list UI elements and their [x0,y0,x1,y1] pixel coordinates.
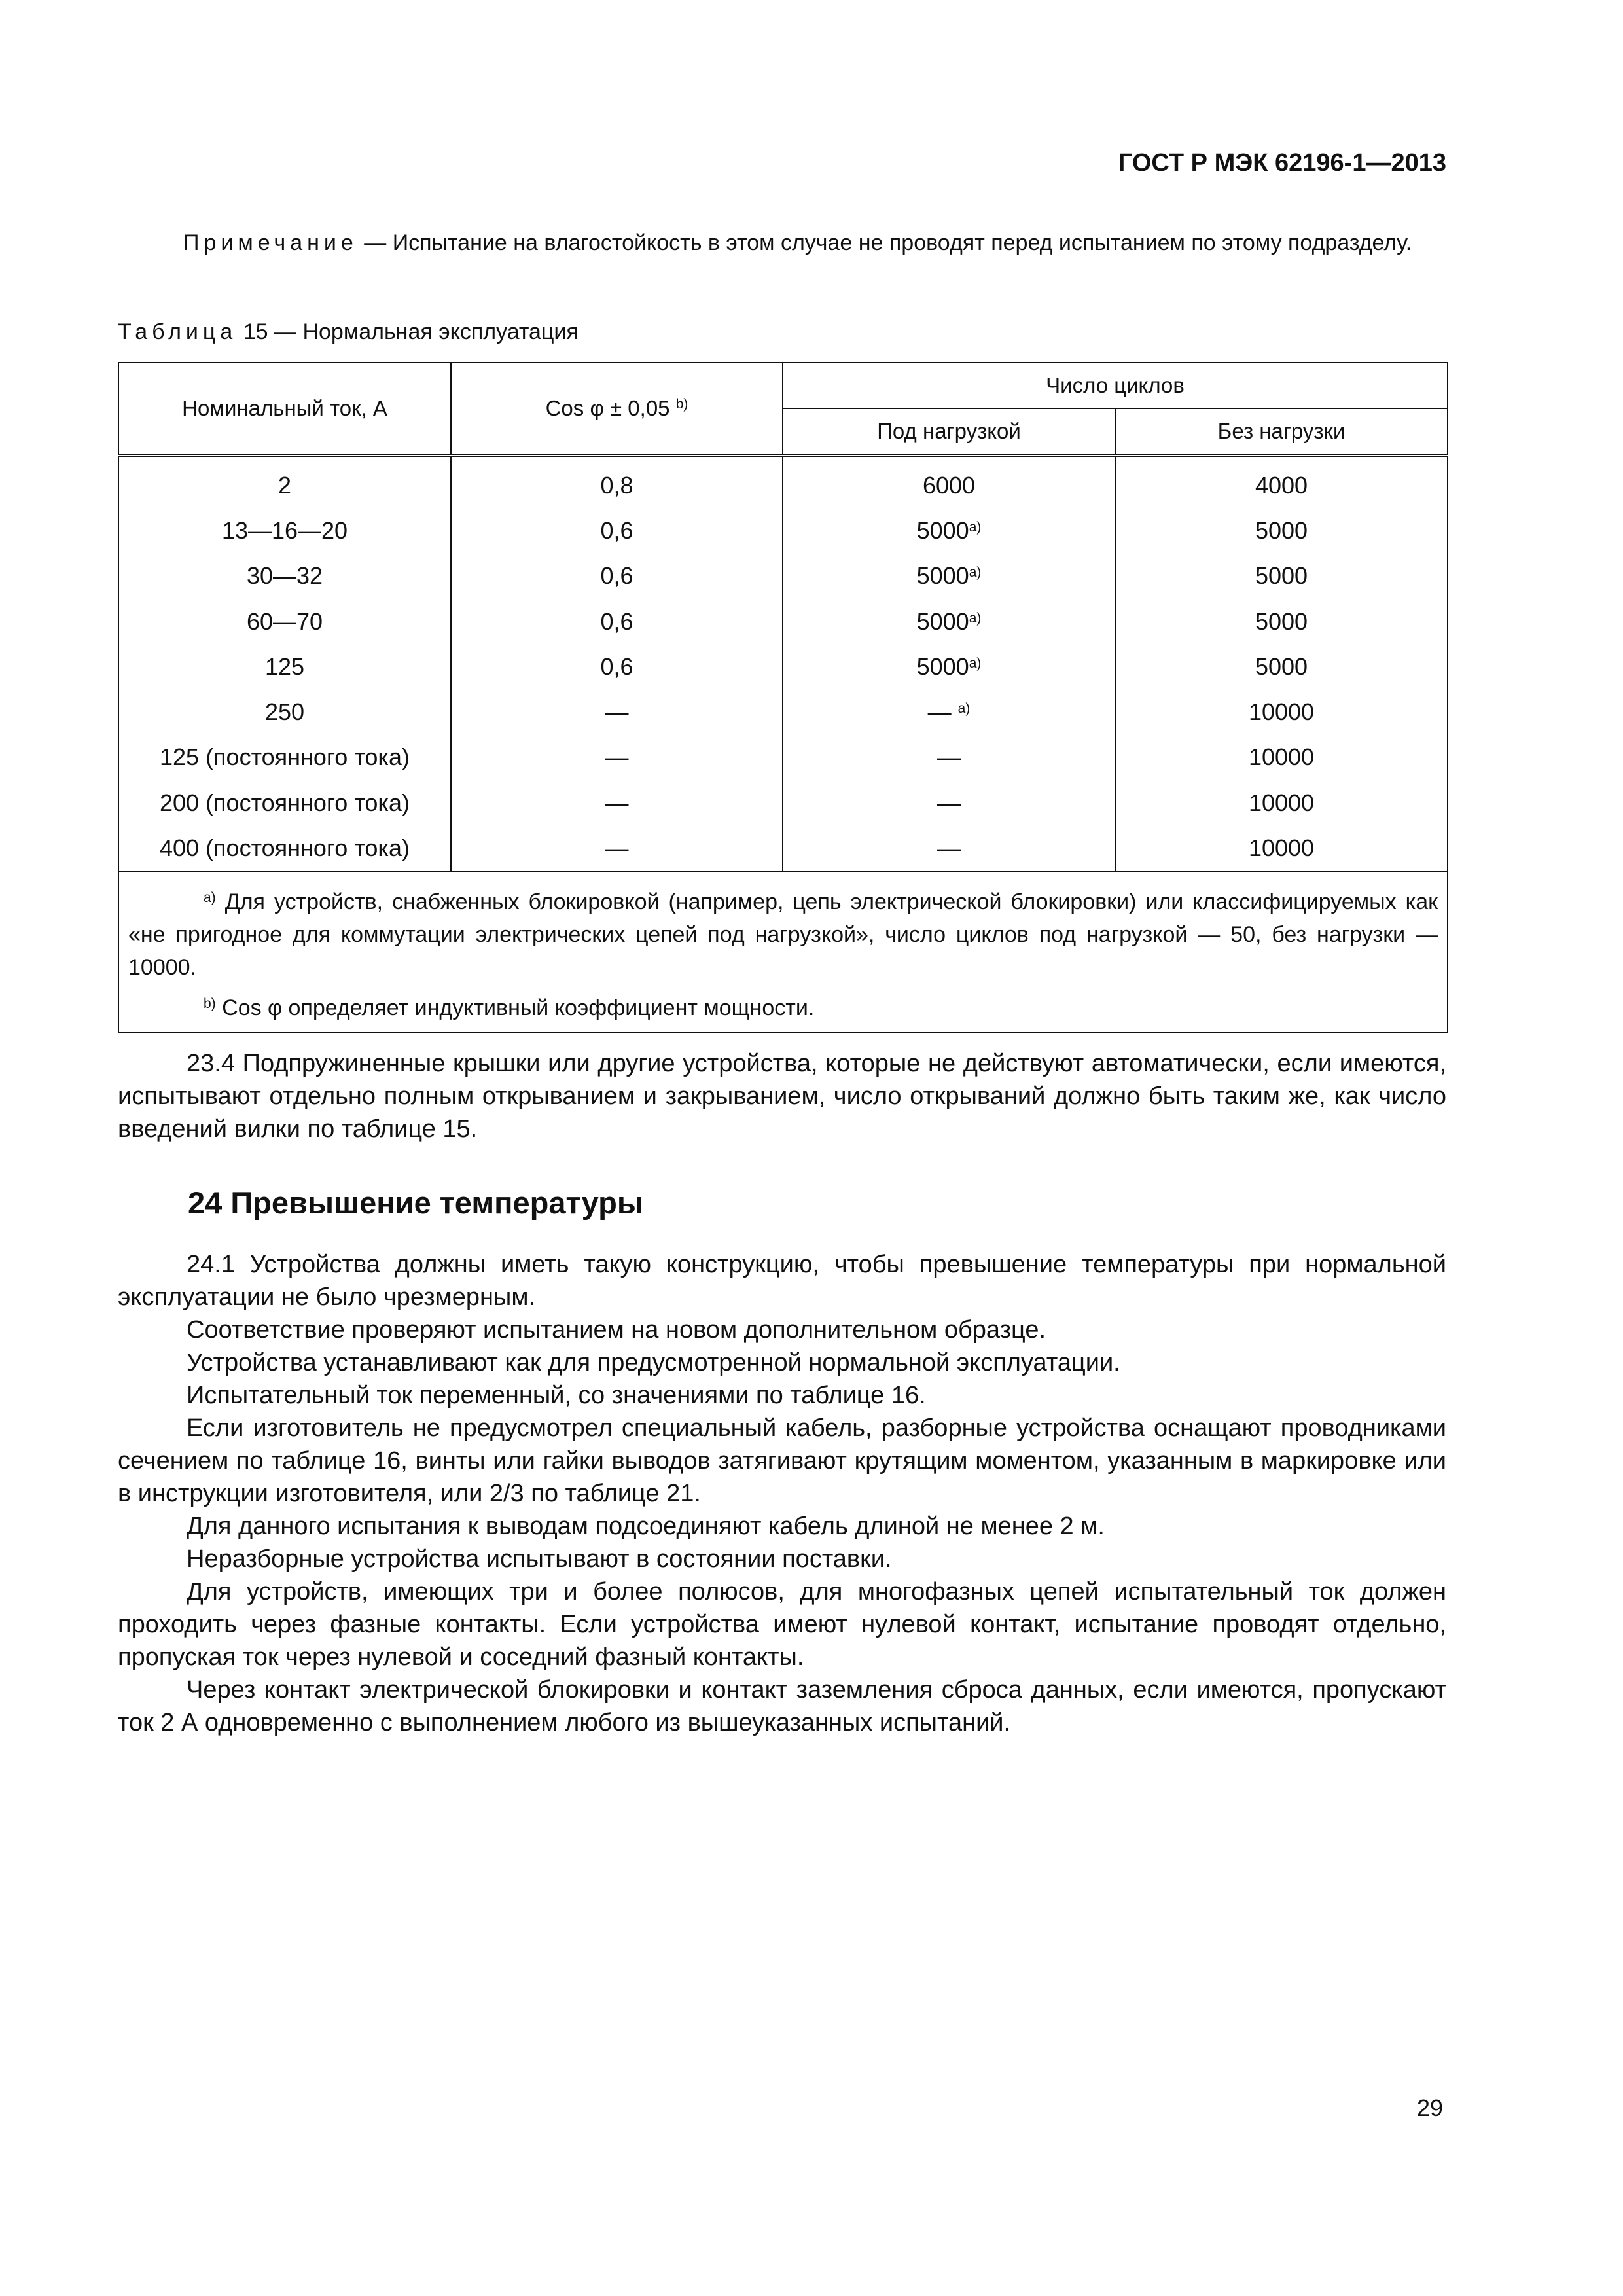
footnote-b: $^{b)}$ Cos φ определяет индуктивный коэффициент мощности. [204,995,815,1020]
header-unloaded: Без нагрузки [1115,408,1448,456]
table-row: 30—32 0,6 5000$^{a)}$ 5000 [118,554,1448,599]
table-15 [118,362,1448,1033]
paragraph: Устройства устанавливают как для предусмотренной нормальной эксплуатации. [187,1349,1120,1376]
table-row: 60—70 0,6 5000$^{a)}$ 5000 [118,599,1448,644]
table-row: 2 0,8 6000 4000 [118,456,1448,508]
table-caption [118,319,579,345]
note-paragraph [118,226,1446,259]
paragraph: Для данного испытания к выводам подсоединяют кабель длиной не менее 2 м. [187,1513,1105,1540]
footnote-a: $^{a)}$ Для устройств, снабженных блокировкой (например, цепь электрической блокировки) или классифицируемых как «не пригодное для коммутации электрических цепей под нагрузкой», число циклов под нагрузкой — 50, без нагрузки — 10000. [128,889,1438,980]
page-number: 29 [1416,2094,1443,2121]
paragraph: 24.1 Устройства должны иметь такую конструкцию, чтобы превышение температуры при нормальной эксплуатации не было чрезмерным. [118,1251,1446,1311]
paragraph: Соответствие проверяют испытанием на новом дополнительном образце. [187,1316,1046,1344]
table-caption-title: 15 — Нормальная эксплуатация [237,319,579,344]
section-24-body [118,1248,1446,1739]
table-caption-label: Таблица [118,319,238,344]
table-row: 200 (постоянного тока) — — 10000 [118,780,1448,825]
paragraph: Через контакт электрической блокировки и контакт заземления сброса данных, если имеются, пропускают ток 2 А одновременно с выполнением любого из вышеуказанных испытаний. [118,1676,1446,1736]
paragraph: Испытательный ток переменный, со значениями по таблице 16. [187,1382,926,1409]
note-label: Примечание [183,230,358,255]
standard-header: ГОСТ Р МЭК 62196-1—2013 [1118,149,1446,177]
header-cycles: Число циклов [783,363,1448,408]
paragraph-23-4: 23.4 Подпружиненные крышки или другие устройства, которые не действуют автоматически, если имеются, испытывают отдельно полным открыванием и закрыванием, число открываний должно быть таким же, как число введений вилки по таблице 15. [118,1050,1446,1143]
table-row: 125 0,6 5000$^{a)}$ 5000 [118,644,1448,689]
paragraph: Неразборные устройства испытывают в состоянии поставки. [187,1545,892,1573]
table-footnotes [118,872,1448,1033]
table-row: 250 — — $^{a)}$ 10000 [118,689,1448,734]
table-row: 400 (постоянного тока) — — 10000 [118,825,1448,871]
table-row: 125 (постоянного тока) — — 10000 [118,735,1448,780]
paragraph: Для устройств, имеющих три и более полюсов, для многофазных цепей испытательный ток должен проходить через фазные контакты. Если устройства имеют нулевой контакт, испытание проводят отдельно, пропуская ток через нулевой и соседний фазный контакты. [118,1578,1446,1671]
paragraph: Если изготовитель не предусмотрел специальный кабель, разборные устройства оснащают проводниками сечением по таблице 16, винты или гайки выводов затягивают крутящим моментом, указанным в маркировке или в инструкции изготовителя, или 2/3 по таблице 21. [118,1414,1446,1507]
header-loaded: Под нагрузкой [783,408,1115,456]
note-text: — Испытание на влагостойкость в этом случае не проводят перед испытанием по этому подразделу. [357,230,1412,255]
header-cos: Cos φ ± 0,05 $^{b)}$ [451,363,783,456]
table-row: 13—16—20 0,6 5000$^{a)}$ 5000 [118,508,1448,553]
header-current: Номинальный ток, А [118,363,451,456]
section-heading: 24 Превышение температуры [188,1185,644,1220]
